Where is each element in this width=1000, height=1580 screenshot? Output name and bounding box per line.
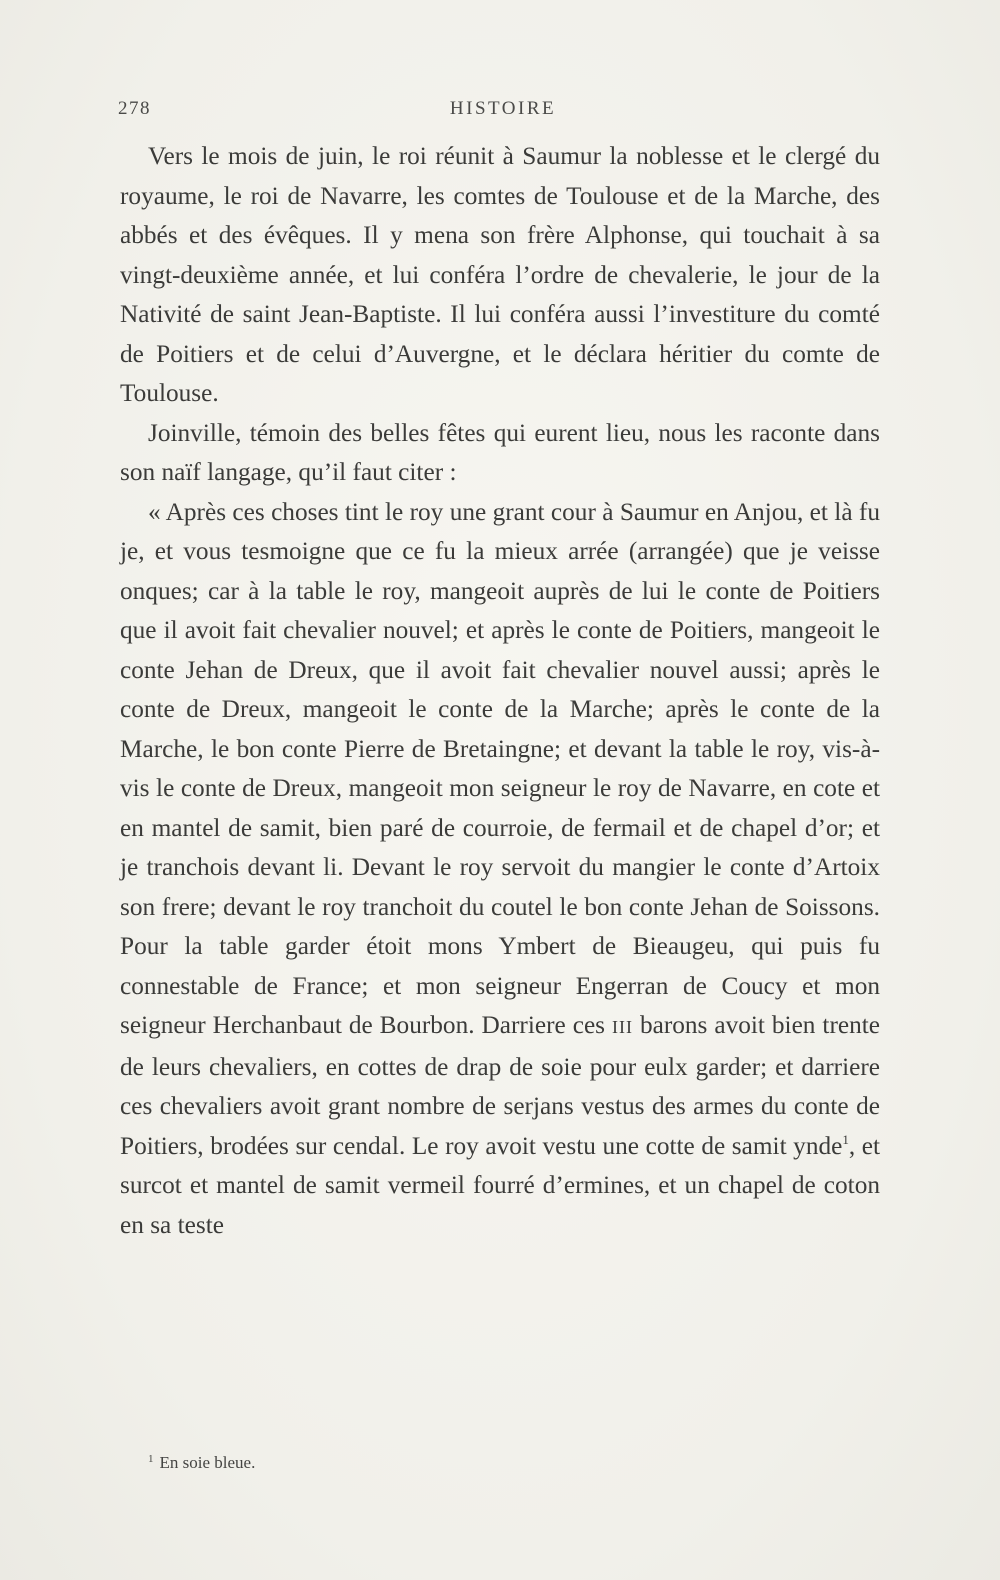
footnote-text: En soie bleue.	[159, 1453, 256, 1472]
footnote-reference: 1	[842, 1131, 849, 1147]
quote-text: , et surcot et mantel de samit vermeil fourré d’ermines, et un chapel de coton en sa teste	[120, 1131, 880, 1239]
footnote	[148, 1448, 848, 1474]
page-number: 278	[118, 98, 151, 119]
quote-text: « Après ces choses tint le roy une grant cour à Saumur en Anjou, et là fu je, et vous tesmoigne que ce fu la mieux arrée (arrangée) que je veisse onques; car à la table le roy, mangeoit auprès de lui le conte de Poitiers que il avoit fait chevalier nouvel; et après le conte de Poitiers, mangeoit le conte Jehan de Dreux, que il avoit fait chevalier nouvel aussi; après le conte de Dreux, mangeoit le conte de la Marche; après le conte de la Marche, le bon conte Pierre de Bretaingne; et devant la table le roy, vis-à-vis le conte de Dreux, mangeoit mon seigneur le roy de Navarre, en cote et en mantel de samit, bien paré de courroie, de fermail et de chapel d’or; et je tranchois devant li. Devant le roy servoit du mangier le conte d’Artoix son frere; devant le roy tranchoit du coutel le bon conte Jehan de Soissons. Pour la table garder étoit mons Ymbert de Bieaugeu, qui puis fu connestable de France; et mon seigneur Engerran de Coucy et mon seigneur Herchanbaut de Bourbon. Darriere ces	[120, 497, 880, 1039]
roman-numeral: III	[612, 1017, 633, 1037]
body-text	[120, 137, 880, 1245]
quote-text: barons avoit bien trente de leurs chevaliers, en cottes de drap de soie pour eulx garder; et darriere ces chevaliers avoit grant nombre de serjans vestus des armes du conte de Poitiers, brodées sur cendal. Le roy avoit vestu une cotte de samit ynde	[120, 1011, 880, 1160]
footnote-marker: 1	[148, 1453, 154, 1465]
running-head	[118, 98, 888, 128]
quotation-paragraph	[120, 493, 880, 1246]
paragraph: Vers le mois de juin, le roi réunit à Saumur la noblesse et le clergé du royaume, le roi de Navarre, les comtes de Toulouse et de la Marche, des abbés et des évêques. Il y mena son frère Alphonse, qui touchait à sa vingt-deuxième année, et lui conféra l’ordre de chevalerie, le jour de la Nativité de saint Jean-Baptiste. Il lui conféra aussi l’investiture du comté de Poitiers et de celui d’Auvergne, et le déclara héritier du comte de Toulouse.	[120, 142, 880, 407]
running-title: HISTOIRE	[449, 98, 557, 119]
paragraph: Joinville, témoin des belles fêtes qui eurent lieu, nous les raconte dans son naïf langage, qu’il faut citer :	[120, 418, 880, 486]
